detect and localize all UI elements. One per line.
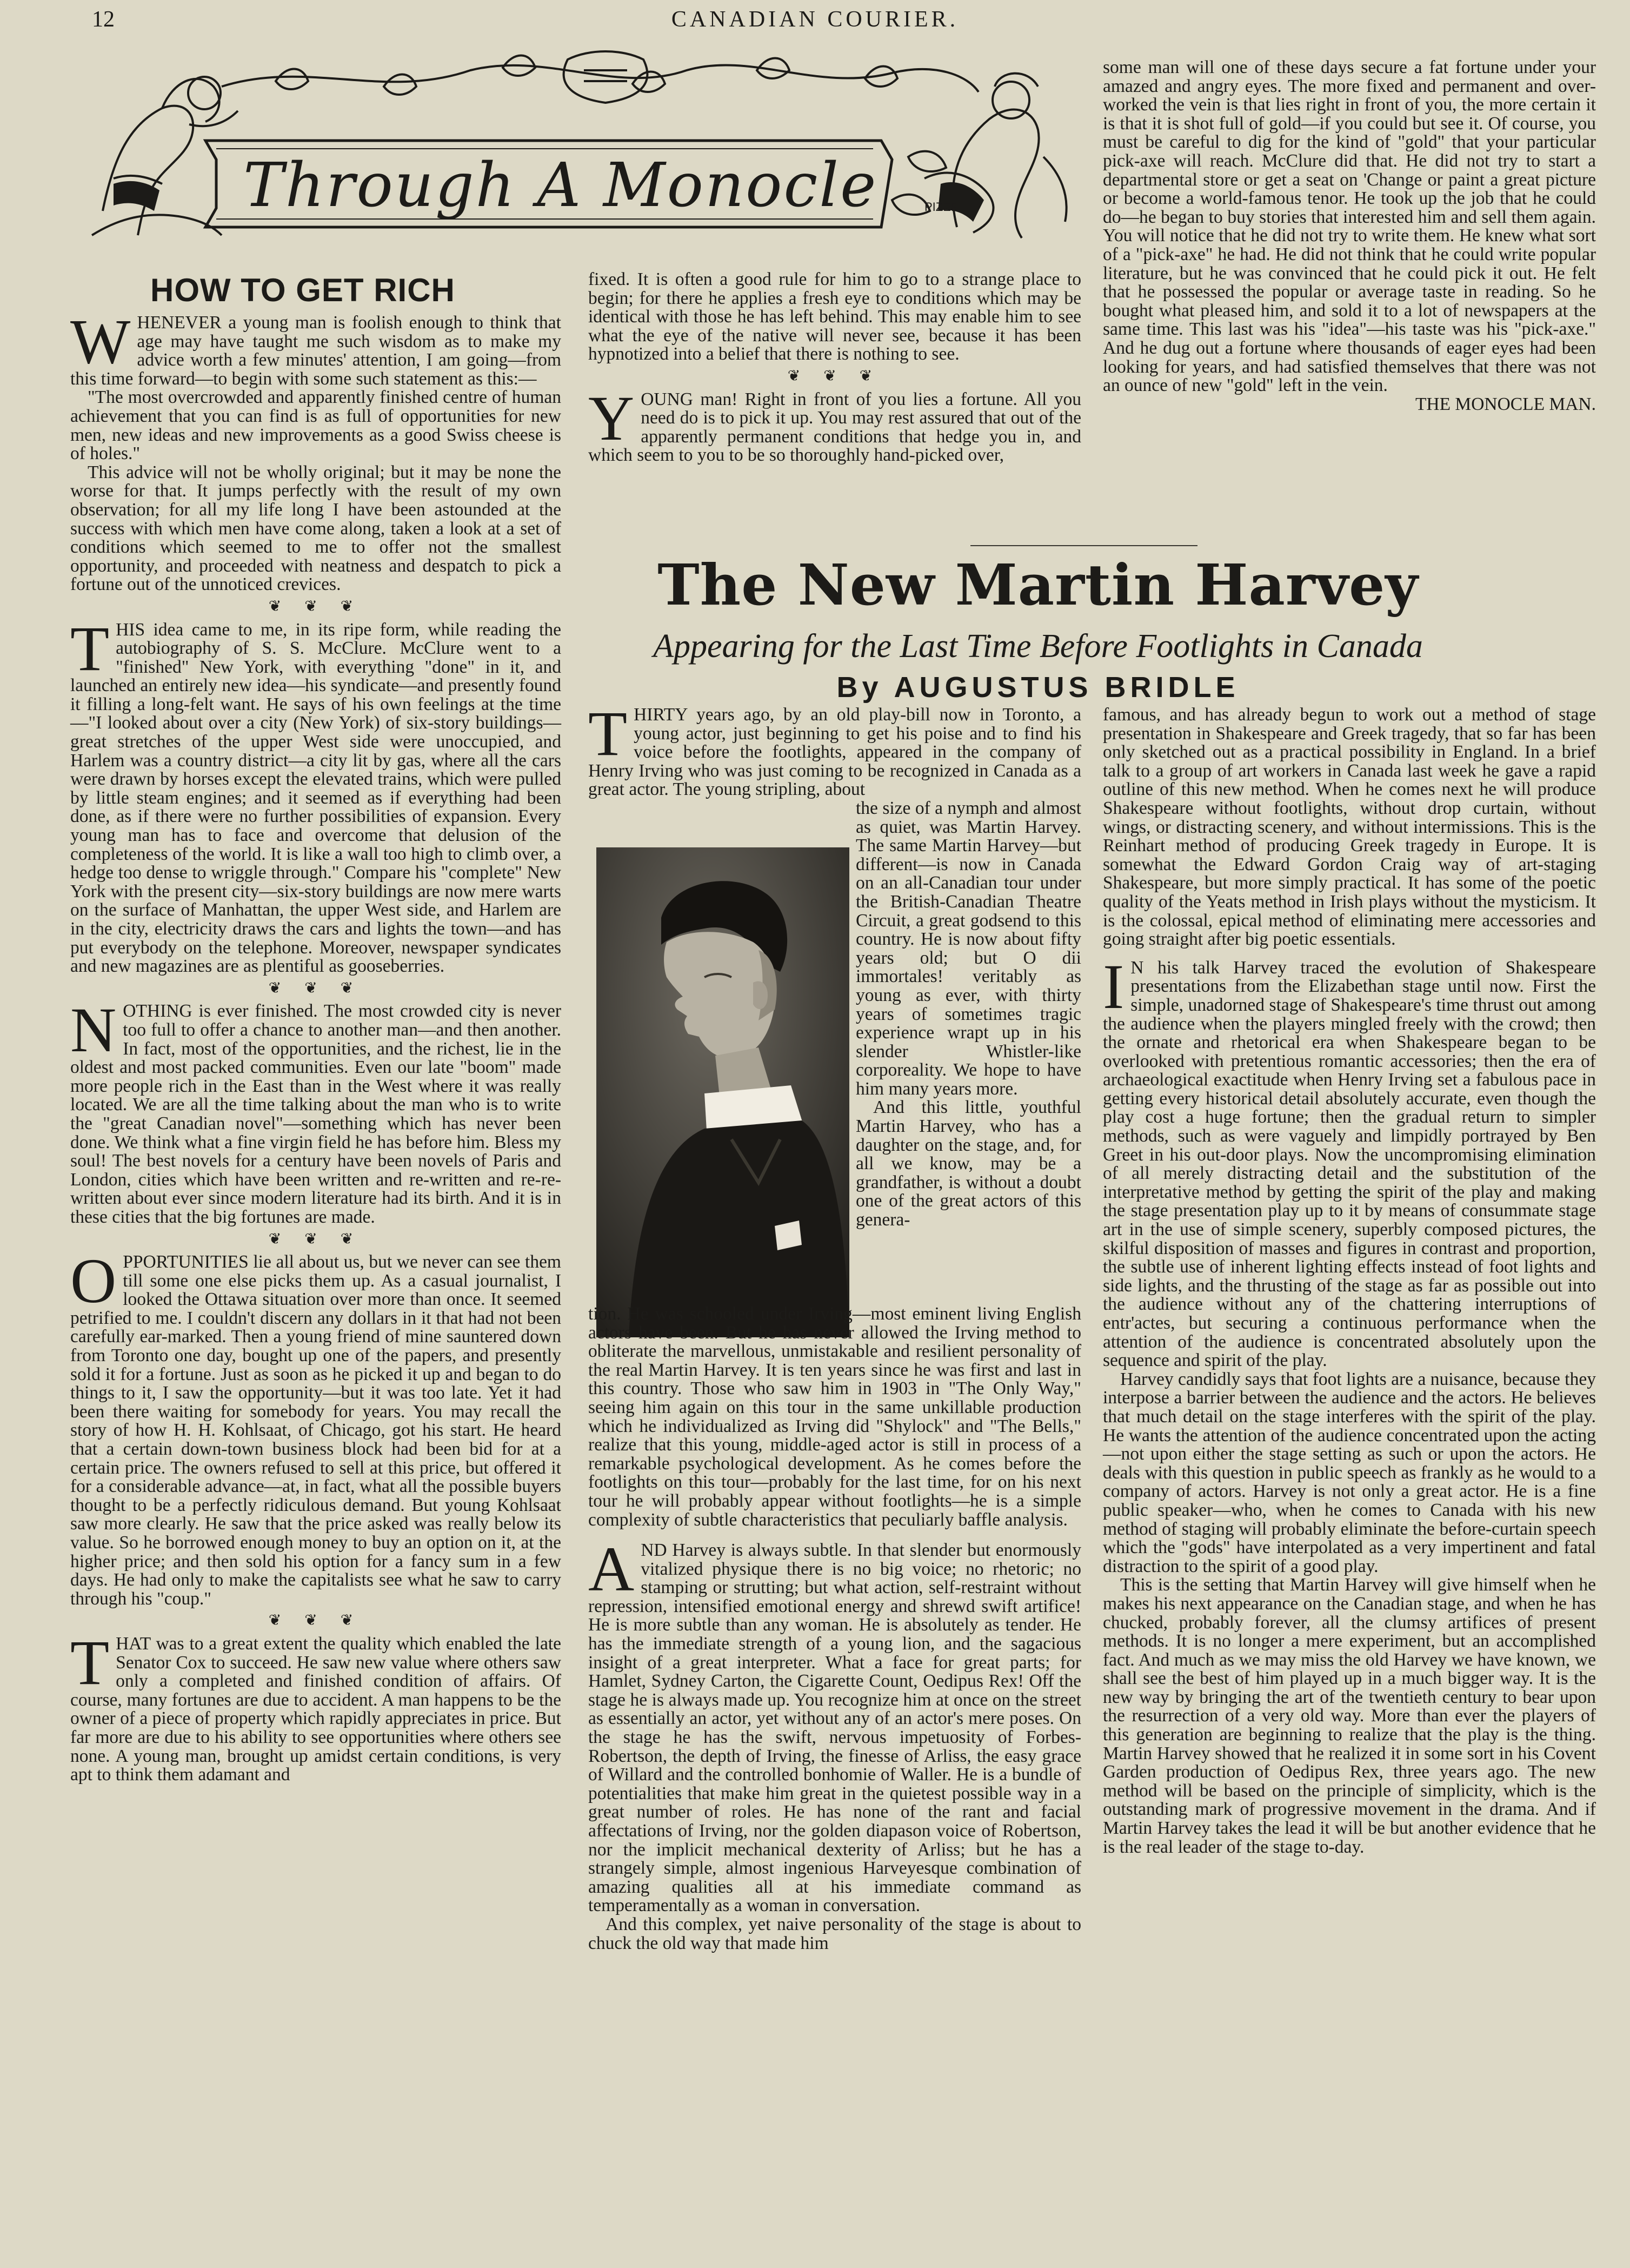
author-signature: THE MONOCLE MAN. <box>1415 394 1596 414</box>
running-head <box>0 6 1630 39</box>
paragraph: And this complex, yet naive personality of the stage is about to chuck the old way that made him <box>588 1914 1081 1953</box>
harvey-column-3 <box>1103 706 1596 2255</box>
paragraph-text: OUNG man! Right in front of you lies a fortune. All you need do is to pick it up. You may rest assured that out of the apparently permanent conditions that hedge you in, and which seem to you to be so thoroughly hand-picked over, <box>588 389 1081 466</box>
drop-cap: O <box>70 1245 117 1317</box>
paragraph <box>70 1245 561 1609</box>
monocle-column-3 <box>1103 58 1596 529</box>
column-masthead <box>81 49 1087 241</box>
article-byline: By AUGUSTUS BRIDLE <box>836 671 1240 704</box>
paragraph-text: HENEVER a young man is foolish enough to think that age may have taught me such wisdom as to make my advice worth a few minutes' attention, I am going—from this time forward—to begin with some such statement as this:— <box>70 313 561 389</box>
ornament-separator: ❦ ❦ ❦ <box>787 367 882 384</box>
paragraph: And this little, youthful Martin Harvey, who has a daughter on the stage, and, for all we know, may be a grandfather, is without a doubt one of the great actors of this genera- <box>856 1097 1081 1230</box>
monocle-column-2 <box>588 270 1081 530</box>
paragraph <box>70 613 561 977</box>
paragraph: tion. He was schooled under Irving—most eminent living English actors have been. But he has never allowed the Irving method to obliterate the marvellous, unmistakable and resilient personality of the real Martin Harvey. It is ten years since he was first and last in this country. Those who saw him in 1903 in "The Only Way," seeing him again on this tour in the same unkillable production which he individualized as Irving did "Shylock" and "The Bells," realize that this young, middle-aged actor is still in process of a remarkable psychological development. As he comes before the footlights on this tour—probably for the last time, for on his next tour he will probably appear without footlights—he is a simple complexity of subtle characteristics that peculiarly baffle analysis. <box>588 1303 1081 1530</box>
magazine-name: CANADIAN COURIER. <box>671 7 959 32</box>
column-title: Through A Monocle <box>243 150 878 221</box>
paragraph <box>1103 951 1596 1371</box>
paragraph: the size of a nymph and almost as quiet, was Martin Harvey. The same Martin Harvey—but different—is now in Canada on an all-Canadian tour under the British-Canadian Theatre Circuit, a great godsend to this country. He is now about fifty years old; but O dii immortales! veritably as young as ever, with thirty years of sometimes tragic experience wrapt up in his slender Whistler-like corporeality. We hope to have him many years more. <box>856 798 1081 1099</box>
drop-cap: A <box>588 1534 635 1605</box>
artist-signature: PIZER <box>924 200 960 214</box>
section-title: HOW TO GET RICH <box>150 272 455 308</box>
paragraph <box>70 306 561 389</box>
drop-cap: T <box>70 613 110 684</box>
ornament-separator: ❦ ❦ ❦ <box>268 1612 363 1629</box>
drop-cap: N <box>70 994 117 1066</box>
paragraph: fixed. It is often a good rule for him to go to a strange place to begin; for there he applies a fresh eye to conditions which may be identical with those he has left behind. This may enable him to see what the eye of the native will never see, because it has been hypnotized into a belief that there is nothing to see. <box>588 269 1081 364</box>
drop-cap: T <box>588 698 628 769</box>
paragraph: Harvey candidly says that foot lights are a nuisance, because they interpose a barrier between the audience and the actors. He believes that much detail on the stage interferes with the spirit of the play. He wants the attention of the audience concentrated upon the acting—not upon either the stage setting as such or upon the actors. He deals with this question in public speech as frankly as he would to a company of actors. Harvey is not only a great actor. He is a fine public speaker—who, when he comes to Canada with his new method of staging will probably eliminate the before-curtain speech which the "gods" have interpolated as a very impertinent and fatal distraction to the spirit of a good play. <box>1103 1369 1596 1576</box>
paragraph-text: ND Harvey is always subtle. In that slender but enormously vitalized physique there is no big voice; no rhetoric; no stamping or strutting; but what action, self-restraint without repression, intensified emotional energy and shrewd swift artifice! He is more subtle than any woman. He is absolutely as tender. He has the immediate strength of a young lion, and the sagacious insight of a great interpreter. What a face for great parts; for Hamlet, Sydney Carton, the Cigarette Count, Oedipus Rex! Off the stage he is always made up. You recognize him at once on the street as essentially an actor, yet without any of an actor's mere poses. On the stage he has the swift, nervous impetuosity of Forbes-Robertson, the depth of Irving, the finesse of Arliss, the easy grace of Willard and the controlled bonhomie of Waller. He is a bundle of potentialities that make him great in the quietest possible way in a great number of roles. He has none of the rant and facial affectations of Irving, nor the golden diapason voice of Robertson, nor the implicit mechanical dexterity of Arliss; but he has a strangely simple, almost ingenious Harveyesque combination of amazing qualities all at his immediate command as temperamentally as a woman in conversation. <box>588 1540 1081 1916</box>
paragraph-text: N his talk Harvey traced the evolution of Shakespeare presentations from the Elizabethan stage until now. First the simple, unadorned stage of Shakespeare's time thrust out among the audience when the players mingled freely with the crowd; then the ornate and rhetorical era when Shakespeare began to be overlooked with pretentious romantic accessories; then the era of archaeological exactitude when Henry Irving set a fabulous pace in getting every historical detail absolutely accurate, even though the play cost a huge fortune; then the gradual return to simpler methods, such as were vaguely and limpidly portrayed by Ben Greet in his out-door plays. Now the uncompromising elimination of all merely distracting detail and the substitution of the interpretative method by getting the spirit of the play and making the stage presentation play up to it by means of consummate stage art in the use of simple scenery, superbly composed pictures, the skilful disposition of masses and figures in contrast and proportion, the subtle use of inherent lighting effects instead of foot lights and side lights, and the thrusting of the stage as far as possible out into the audience without any of the chattering interruptions of entr'actes, but securing a continuous performance when the attention of the audience is concentrated absolutely upon the sequence and spirit of the play. <box>1103 957 1596 1371</box>
paragraph-text: PPORTUNITIES lie all about us, but we never can see them till some one else picks them up. As a casual journalist, I looked the Ottawa situation over more than once. It seemed petrified to me. I couldn't discern any dollars in it that had not been carefully ear-marked. Then a young friend of mine sauntered down from Toronto one day, bought up one of the papers, and presently sold it for a fortune. Just as soon as he picked it up and began to do things to it, I saw the opportunity—but it was too late. Yet it had been there waiting for somebody for years. You may recall the story of how H. H. Kohlsaat, of Chicago, got his start. He heard that a certain down-town business block had been bid for at a certain price. The owners refused to sell at this price, but offered it for a considerable advance—at, in fact, what all the possible buyers thought to be a perfectly ridiculous demand. But young Kohlsaat saw more clearly. He saw that the price asked was really below its value. So he borrowed enough money to buy an option on it, at the higher price; and then sold his option for a fancy sum in a few days. He had only to make the capitalists see what he saw to carry through his "coup." <box>70 1252 561 1609</box>
paragraph: some man will one of these days secure a fat fortune under your amazed and angry eyes. The more fixed and permanent and over-worked the vein is that lies right in front of you, the more certain it is that it is shot full of gold—if you could but see it. Of course, you must be careful to dig for the kind of "gold" that your particular pick-axe will reach. McClure did that. He did not try to start a departmental store or get a seat on 'Change or paint a great picture or become a world-famous tenor. He took up the job that he could do—he began to buy stories that interested him and sell them again. You will notice that he did not try to write them. He knew what sort of a "pick-axe" he had. He did not think that he could write popular literature, but he was convinced that he could pick it out. He felt that he possessed the popular or average taste in reading. So he bought what pleased him, and sold it to a lot of newspapers at the same time. This last was his "idea"—his taste was his "pick-axe." And he dug out a fortune where thousands of eager eyes had been looking for years, and had satisfied themselves that there was not an ounce of new "gold" left in the vein. <box>1103 57 1596 396</box>
drop-cap: Y <box>588 382 635 454</box>
ornament-separator: ❦ ❦ ❦ <box>268 598 363 615</box>
drop-cap: W <box>70 306 131 377</box>
photo-spacer <box>588 799 856 1305</box>
paragraph <box>588 1534 1081 1916</box>
drop-cap: T <box>70 1627 110 1698</box>
ornament-separator: ❦ ❦ ❦ <box>268 979 363 997</box>
paragraph: "The most overcrowded and apparently finished centre of human achievement that you can find is as full of opportunities for new men, new ideas and new improvements as a good Swiss cheese is of holes." <box>70 387 561 464</box>
paragraph: This is the setting that Martin Harvey will give himself when he makes his next appearance on the Canadian stage, and when he has chucked, probably forever, all the clumsy artifices of present methods. It is no longer a mere experiment, but an accomplished fact. And much as we may miss the old Harvey we have known, we shall see the best of him played up in a much bigger way. It is the new way by bringing the art of the twentieth century to bear upon the resurrection of a very old way. More than ever the players of this generation are beginning to realize that the play is the thing. Martin Harvey showed that he realized it in some sort in his Covent Garden production of Oedipus Rex, three years ago. The new method will be based on the principle of simplicity, which is the outstanding mark of progressive movement in the drama. And if Martin Harvey takes the lead it will be but another evidence that he is the real leader of the stage to-day. <box>1103 1575 1596 1857</box>
paragraph-text: HIS idea came to me, in its ripe form, while reading the autobiography of S. S. McClure. McClure went to a "finished" New York, with everything "done" in it, and launched an entirely new idea—his syndicate—and presently found it filling a long-felt want. He says of his own feelings at the time—"I looked about over a city (New York) of six-story buildings—great stretches of the upper West side were unoccupied, and Harlem was a country district—a city lit by gas, where all the cars were drawn by horses except the elevated trains, which were pulled by little steam engines; and it seemed as if everything had been done, as if there were no further possibilities of expansion. Every young man has to face and overcome that delusion of the completeness of the world. It is like a wall too high to climb over, a hedge too dense to wriggle through." Compare his "complete" New York with the present city—six-story buildings are now mere warts on the surface of Manhattan, the upper West side, and Harlem are in the city, electricity draws the cars and lights the town—and has put everybody on the telephone. Moreover, newspaper syndicates and new magazines are as plentiful as gooseberries. <box>70 619 561 977</box>
paragraph-text: HIRTY years ago, by an old play-bill now in Toronto, a young actor, just beginning to get his poise and to find his voice before the footlights, appeared in the company of Henry Irving who was just coming to be recognized in Canada as a great actor. The young stripling, about <box>588 705 1081 800</box>
article-deck: Appearing for the Last Time Before Footlights in Canada <box>653 628 1423 665</box>
page-number: 12 <box>92 7 115 32</box>
monocle-column-1 <box>70 306 561 2255</box>
drop-cap: I <box>1103 951 1125 1022</box>
paragraph <box>70 1627 561 1785</box>
paragraph <box>588 382 1081 466</box>
paragraph-text: HAT was to a great extent the quality which enabled the late Senator Cox to succeed. He saw new value where others saw only a completed and finished condition of affairs. Of course, many fortunes are due to accident. A man happens to be the owner of a piece of property which rapidly appreciates in price. But far more are due to his ability to see opportunities where others see none. A young man, brought up amidst certain conditions, is very apt to think them adamant and <box>70 1633 561 1785</box>
paragraph: famous, and has already begun to work out a method of stage presentation in Shakespeare and Greek tragedy, that so far has been only sketched out as a practical possibility in England. In a brief talk to a group of art workers in Canada last week he gave a rapid outline of this new method. When he comes next he will produce Shakespeare without footlights, without drop curtain, without wings, or distracting scenery, and without intermissions. This is the Reinhart method of producing Greek tragedy in Europe. It is somewhat the Edward Gordon Craig way of art-staging Shakespeare, but more simply practical. It has some of the poetic quality of the Yeats method in Irish plays without the mysticism. It is the colossal, epical method of eliminating mere accessories and going straight after big poetic essentials. <box>1103 705 1596 950</box>
harvey-column-2 <box>588 698 1081 2255</box>
article-headline: The New Martin Harvey <box>657 552 1419 618</box>
paragraph-text: OTHING is ever finished. The most crowded city is never too full to offer a chance to another man—and then another. In fact, most of the opportunities, and the richest, lie in the oldest and most packed communities. Even our late "boom" made more people rich in the East than in the West where it was really located. We are all the time talking about the man who is to write the "great Canadian novel"—something which has never been done. We think what a fine virgin field he has before him. Bless my soul! The best novels for a century have been novels of Paris and London, cities which have been written and re-written and re-re-written about ever since modern literature had its birth. And it is in these cities that the big fortunes are made. <box>70 1001 561 1227</box>
paragraph <box>588 698 1081 800</box>
paragraph <box>70 994 561 1227</box>
ornament-separator: ❦ ❦ ❦ <box>268 1230 363 1248</box>
paragraph: This advice will not be wholly original; but it may be none the worse for that. It jumps perfectly with the result of my own observation; for all my life long I have been astounded at the success with which men have come along, taken a look at a set of conditions which seemed to me to offer not the smallest opportunity, and proceeded with neatness and despatch to pick a fortune out of the unnoticed crevices. <box>70 462 561 595</box>
article-divider <box>970 545 1197 546</box>
